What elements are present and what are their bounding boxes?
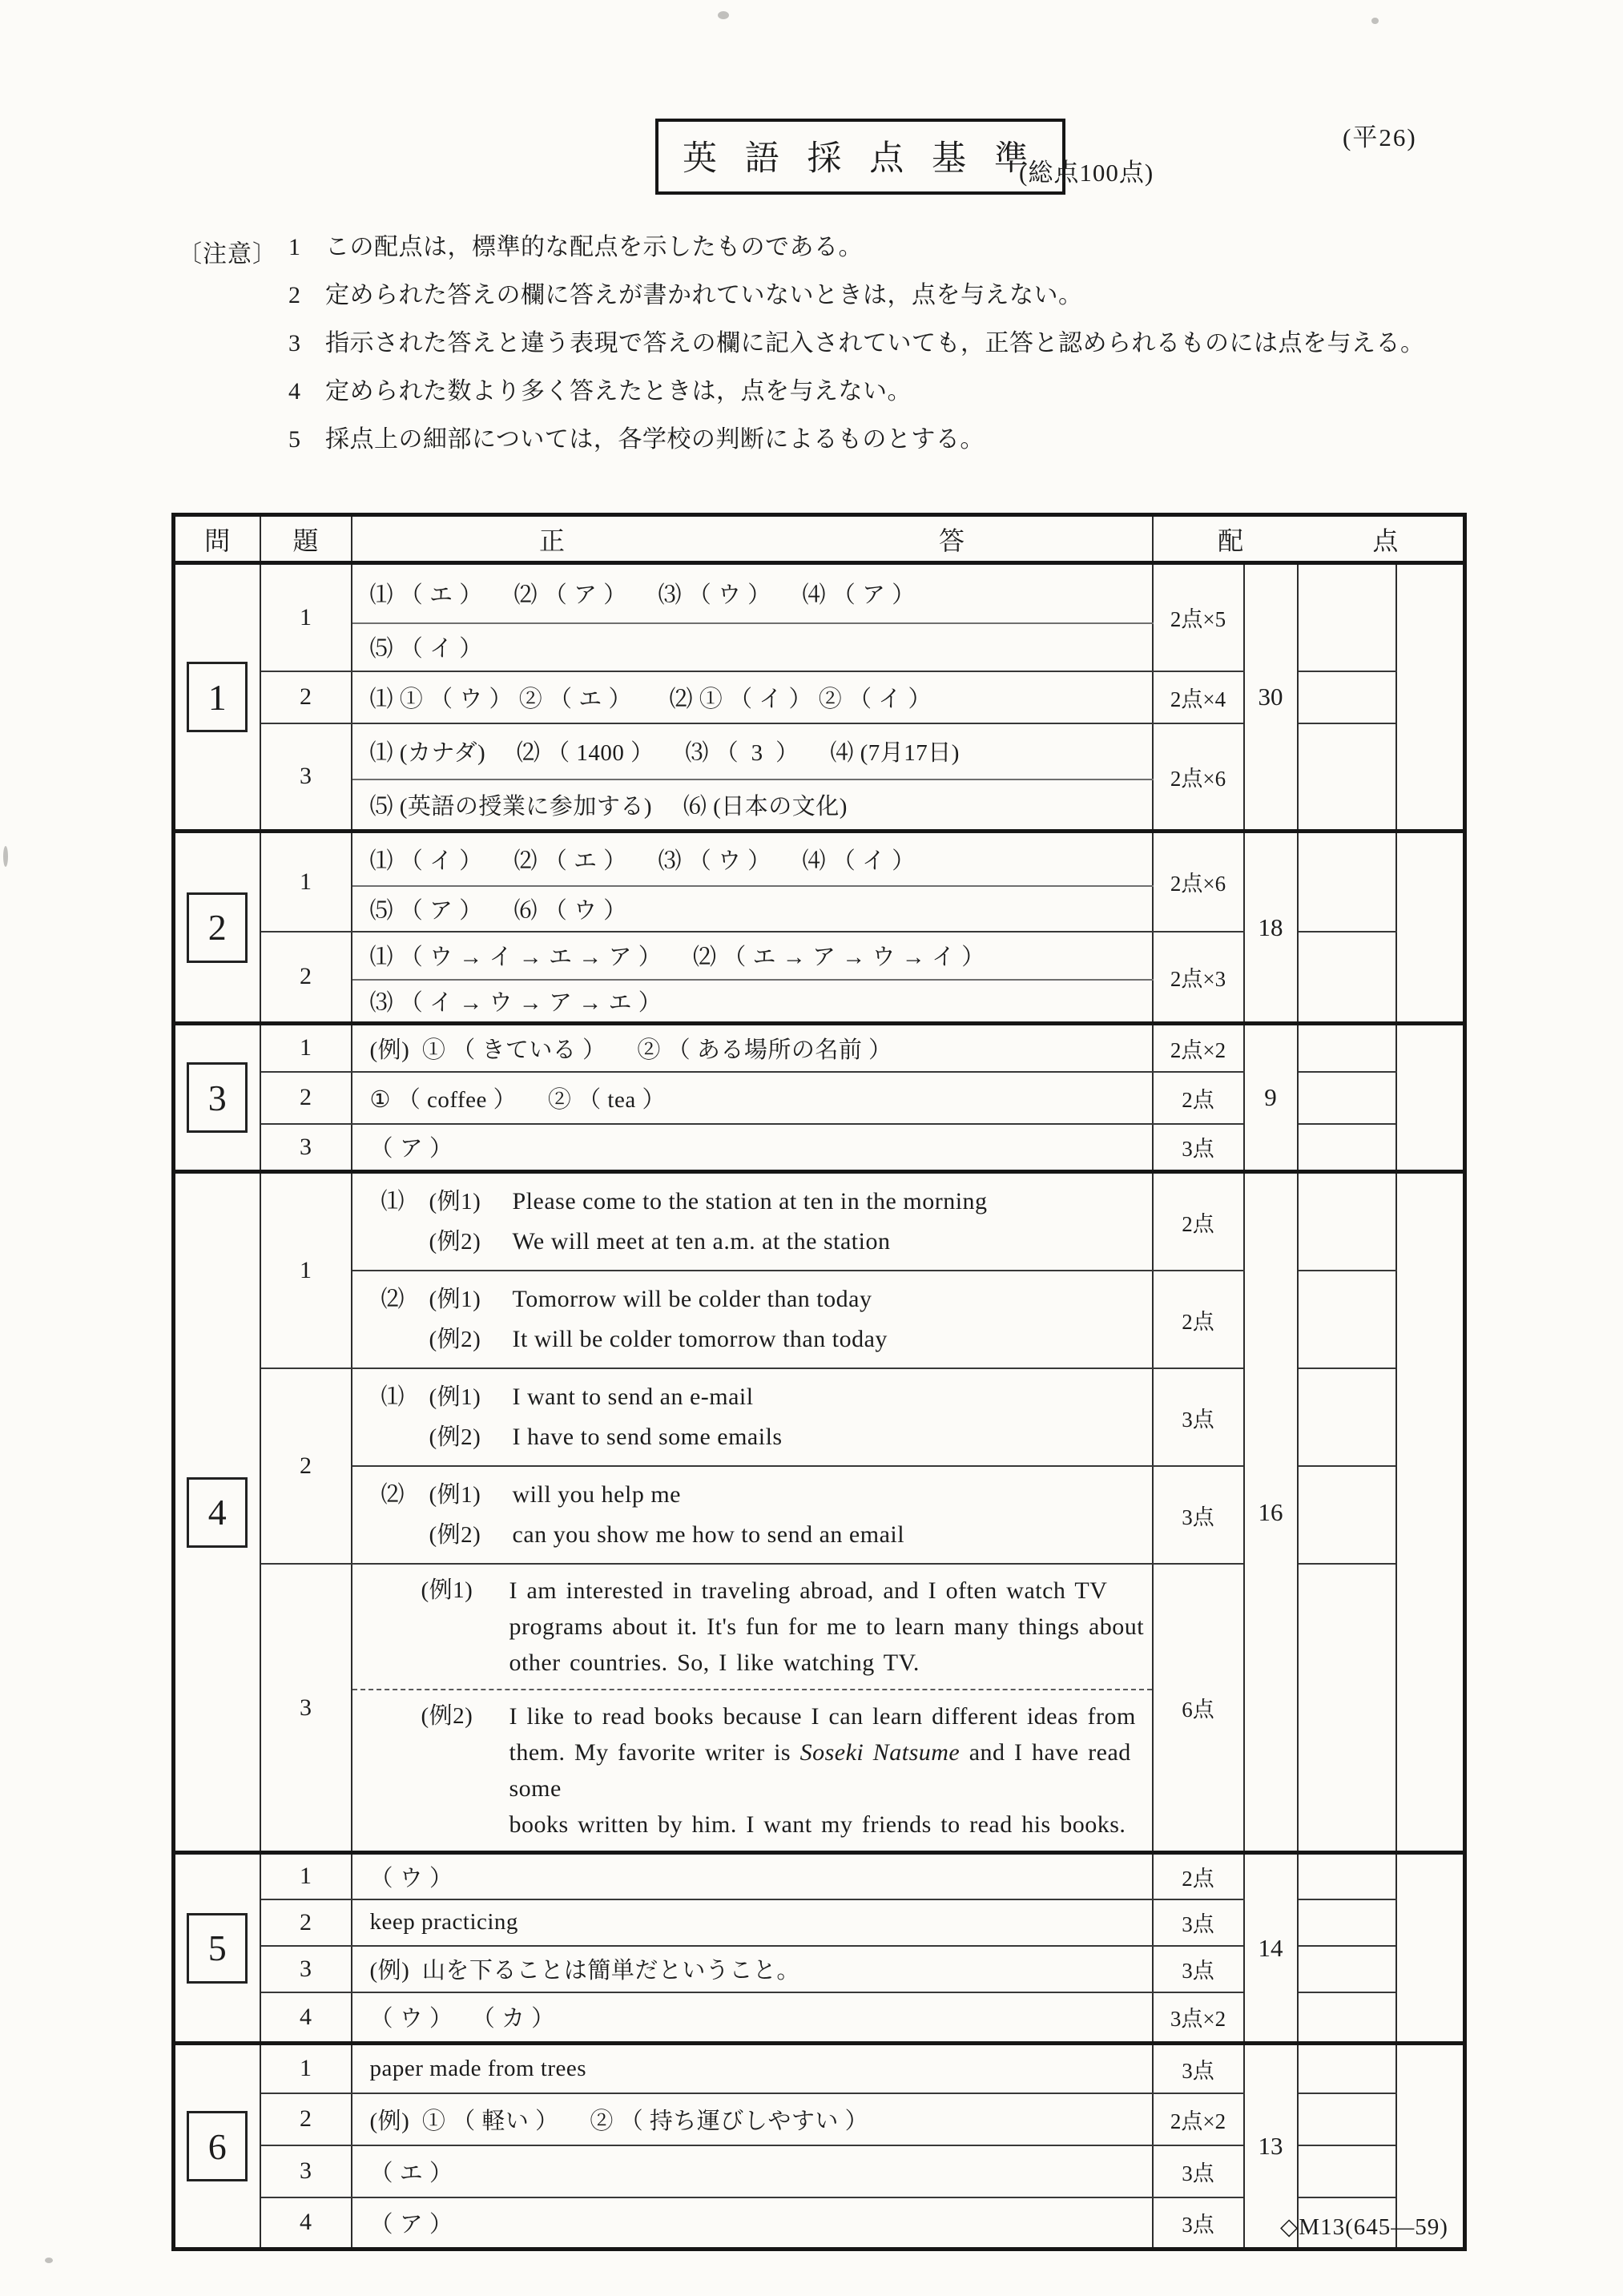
example-text-line: I am interested in traveling abroad, and I often watch TV	[509, 1577, 1108, 1604]
question-number-box: 3	[187, 1062, 248, 1133]
note-text: 指示された答えと違う表現で答えの欄に記入されていても，正答と認められるものには点を与える。	[325, 330, 1425, 356]
score-box	[1298, 1564, 1396, 1853]
example-text: can you show me how to send an email	[512, 1521, 905, 1548]
subtotal-cell: 9	[1244, 1024, 1298, 1172]
answer-cell: ⑴ (カナダ) ⑵ （ 1400 ） ⑶ （ 3 ） ⑷ (7月17日)	[352, 723, 1153, 779]
example-text: It will be colder tomorrow than today	[512, 1326, 888, 1352]
answer-cell: ⑸ （ イ ）	[352, 623, 1153, 671]
example-text-line: programs about it. It's fun for me to learn many things about	[509, 1613, 1145, 1640]
subtotal-cell: 14	[1244, 1853, 1298, 2044]
points-cell: 3点	[1153, 1946, 1244, 1992]
total-score-box	[1396, 563, 1465, 832]
header-points-left: 配	[1218, 526, 1244, 555]
answer-cell: (例) ① （ 軽い ） ② （ 持ち運びしやすい ）	[352, 2093, 1153, 2145]
answer-cell: ⑸ （ ア ） ⑹ （ ウ ）	[352, 886, 1153, 932]
header-answer-col	[352, 515, 1153, 563]
note-number: 2	[288, 282, 300, 308]
points-cell: 3点	[1153, 1124, 1244, 1172]
subtotal-cell: 30	[1244, 563, 1298, 832]
scan-artifact	[718, 11, 729, 19]
points-cell: 2点×6	[1153, 832, 1244, 932]
header-points-right: 点	[1372, 526, 1399, 555]
answer-cell: （ エ ）	[352, 2145, 1153, 2197]
table-row	[174, 2044, 1465, 2093]
score-box	[1298, 563, 1396, 671]
points-cell: 6点	[1153, 1564, 1244, 1853]
points-cell: 3点	[1153, 1899, 1244, 1946]
item-number: ⑴	[381, 1189, 405, 1214]
note-number: 4	[288, 378, 300, 405]
table-row	[174, 1853, 1465, 1899]
header-points-col	[1153, 515, 1465, 563]
note-item	[284, 378, 1428, 405]
answer-cell: （ ア ）	[352, 2197, 1153, 2250]
question-number-box: 4	[187, 1477, 248, 1548]
score-box	[1298, 671, 1396, 723]
sub-number-cell: 3	[260, 1946, 352, 1992]
score-box	[1298, 1853, 1396, 1899]
table-row	[174, 1172, 1465, 1271]
question-cell	[174, 563, 260, 832]
score-box	[1298, 1899, 1396, 1946]
points-cell: 3点×2	[1153, 1992, 1244, 2044]
points-cell: 3点	[1153, 2197, 1244, 2250]
score-box	[1298, 1992, 1396, 2044]
example-label: (例2)	[429, 1229, 481, 1255]
note-item	[284, 426, 1428, 453]
notes-heading: 〔注意〕	[178, 241, 277, 268]
total-score-box	[1396, 1172, 1465, 1853]
example-text: will you help me	[512, 1481, 681, 1508]
item-number: ⑵	[381, 1482, 405, 1508]
note-text: 定められた答えの欄に答えが書かれていないときは，点を与えない。	[325, 282, 1083, 308]
score-box	[1298, 2093, 1396, 2145]
answer-cell: paper made from trees	[352, 2044, 1153, 2093]
answer-cell	[352, 1466, 1153, 1564]
sub-number-cell: 2	[260, 1899, 352, 1946]
sub-number-cell: 2	[260, 671, 352, 723]
answer-cell: （ ウ ） （ カ ）	[352, 1992, 1153, 2044]
example-text: Please come to the station at ten in the morning	[512, 1188, 988, 1214]
points-cell: 3点	[1153, 1368, 1244, 1466]
answer-cell	[352, 1172, 1153, 1271]
example-label: (例2)	[429, 1327, 481, 1352]
sub-number-cell: 3	[260, 1564, 352, 1853]
note-item	[284, 282, 1428, 309]
question-cell	[174, 1172, 260, 1853]
note-item	[284, 330, 1428, 357]
points-cell: 2点×2	[1153, 1024, 1244, 1072]
answer-cell: ⑴ （ ウ → イ → エ → ア ） ⑵ （ エ → ア → ウ → イ ）	[352, 932, 1153, 980]
answer-cell: (例) 山を下ることは簡単だということ。	[352, 1946, 1153, 1992]
page-title: 英 語 採 点 基 準	[683, 140, 1038, 178]
example-label: (例2)	[421, 1703, 473, 1729]
answer-cell	[352, 1690, 1153, 1853]
answer-cell: ⑴ （ エ ） ⑵ （ ア ） ⑶ （ ウ ） ⑷ （ ア ）	[352, 563, 1153, 623]
question-number-box: 6	[187, 2111, 248, 2181]
subtotal-cell: 16	[1244, 1172, 1298, 1853]
note-number: 5	[288, 426, 300, 453]
table-row	[174, 563, 1465, 623]
total-score-box	[1396, 832, 1465, 1024]
note-number: 3	[288, 330, 300, 356]
sub-number-cell: 3	[260, 2145, 352, 2197]
example-text-line: books written by him. I want my friends to read his books.	[509, 1811, 1126, 1838]
question-cell	[174, 832, 260, 1024]
answer-cell	[352, 1564, 1153, 1690]
italic-author-name: Soseki Natsume	[799, 1739, 961, 1766]
header-answer-right: 答	[938, 526, 965, 555]
points-cell: 2点×6	[1153, 723, 1244, 832]
points-cell: 3点	[1153, 1466, 1244, 1564]
sub-number-cell: 1	[260, 1853, 352, 1899]
item-number: ⑵	[381, 1287, 405, 1312]
sub-number-cell: 1	[260, 563, 352, 671]
answer-cell	[352, 1271, 1153, 1368]
table-row	[174, 832, 1465, 886]
example-text: We will meet at ten a.m. at the station	[512, 1228, 891, 1255]
note-text: この配点は，標準的な配点を示したものである。	[325, 234, 863, 260]
note-text: 定められた数より多く答えたときは，点を与えない。	[325, 378, 912, 405]
example-label: (例1)	[429, 1189, 481, 1214]
points-cell: 2点×2	[1153, 2093, 1244, 2145]
score-box	[1298, 2145, 1396, 2197]
score-box	[1298, 1271, 1396, 1368]
sub-number-cell: 2	[260, 1368, 352, 1564]
question-cell	[174, 2044, 260, 2250]
answer-cell: ⑴ （ イ ） ⑵ （ エ ） ⑶ （ ウ ） ⑷ （ イ ）	[352, 832, 1153, 886]
score-box	[1298, 1368, 1396, 1466]
answer-cell: keep practicing	[352, 1899, 1153, 1946]
sub-number-cell: 1	[260, 1172, 352, 1369]
points-cell: 2点	[1153, 1271, 1244, 1368]
score-box	[1298, 1072, 1396, 1124]
table-header-row	[174, 515, 1465, 563]
points-cell: 2点	[1153, 1072, 1244, 1124]
footer-document-code: ◇M13(645—59)	[1280, 2214, 1448, 2240]
note-item	[284, 234, 1428, 261]
example-label: (例1)	[429, 1482, 481, 1508]
scan-artifact	[3, 846, 8, 867]
score-box	[1298, 2044, 1396, 2093]
question-number-box: 5	[187, 1913, 248, 1984]
answer-cell: ⑶ （ イ → ウ → ア → エ ）	[352, 980, 1153, 1024]
question-cell	[174, 1853, 260, 2044]
score-box	[1298, 1172, 1396, 1271]
header-question-col: 問	[174, 515, 260, 563]
example-label: (例1)	[421, 1577, 473, 1603]
score-box	[1298, 1024, 1396, 1072]
sub-number-cell: 4	[260, 2197, 352, 2250]
example-label: (例1)	[429, 1287, 481, 1312]
example-text-line: them. My favorite writer is Soseki Natsume and I have read some	[509, 1739, 1131, 1802]
era-year-label: (平26)	[1343, 123, 1417, 151]
score-box	[1298, 932, 1396, 1024]
example-text: I want to send an e-mail	[512, 1384, 754, 1410]
sub-number-cell: 2	[260, 1072, 352, 1124]
scan-artifact	[45, 2258, 53, 2263]
points-cell: 2点×5	[1153, 563, 1244, 671]
sub-number-cell: 2	[260, 2093, 352, 2145]
example-label: (例1)	[429, 1384, 481, 1410]
total-score-box	[1396, 1853, 1465, 2044]
subtotal-cell: 13	[1244, 2044, 1298, 2250]
answer-cell: （ ア ）	[352, 1124, 1153, 1172]
sub-number-cell: 1	[260, 2044, 352, 2093]
total-points-label: (総点100点)	[1019, 159, 1154, 187]
note-text: 採点上の細部については，各学校の判断によるものとする。	[325, 426, 985, 453]
example-label: (例2)	[429, 1522, 481, 1548]
subtotal-cell: 18	[1244, 832, 1298, 1024]
total-score-box	[1396, 1024, 1465, 1172]
answer-cell: ① （ coffee ） ② （ tea ）	[352, 1072, 1153, 1124]
score-box	[1298, 1124, 1396, 1172]
table-row	[174, 1024, 1465, 1072]
sub-number-cell: 4	[260, 1992, 352, 2044]
example-text: Tomorrow will be colder than today	[512, 1286, 872, 1312]
answer-cell: ⑸ (英語の授業に参加する) ⑹ (日本の文化)	[352, 779, 1153, 832]
header-number-col: 題	[260, 515, 352, 563]
answer-cell: (例) ① （ きている ） ② （ ある場所の名前 ）	[352, 1024, 1153, 1072]
scan-artifact	[1371, 18, 1379, 24]
example-text-line: I like to read books because I can learn different ideas from	[509, 1703, 1136, 1730]
points-cell: 2点	[1153, 1853, 1244, 1899]
points-cell: 2点	[1153, 1172, 1244, 1271]
example-text-line: other countries. So, I like watching TV.	[509, 1649, 920, 1676]
grading-table	[171, 513, 1467, 2251]
score-box	[1298, 1946, 1396, 1992]
points-cell: 2点×4	[1153, 671, 1244, 723]
sub-number-cell: 2	[260, 932, 352, 1024]
sub-number-cell: 3	[260, 723, 352, 832]
document-title-box	[655, 119, 1065, 195]
example-text: I have to send some emails	[512, 1424, 783, 1450]
score-box	[1298, 1466, 1396, 1564]
sub-number-cell: 1	[260, 832, 352, 932]
example-label: (例2)	[429, 1424, 481, 1450]
answer-cell	[352, 1368, 1153, 1466]
answer-cell: ⑴ ① （ ウ ） ② （ エ ） ⑵ ① （ イ ） ② （ イ ）	[352, 671, 1153, 723]
points-cell: 2点×3	[1153, 932, 1244, 1024]
points-cell: 3点	[1153, 2145, 1244, 2197]
points-cell: 3点	[1153, 2044, 1244, 2093]
score-box	[1298, 832, 1396, 932]
question-number-box: 1	[187, 662, 248, 732]
item-number: ⑴	[381, 1384, 405, 1410]
header-answer-left: 正	[538, 526, 565, 555]
note-number: 1	[288, 234, 300, 260]
question-number-box: 2	[187, 892, 248, 963]
score-box	[1298, 723, 1396, 832]
notes-section	[178, 234, 1428, 474]
answer-cell: （ ウ ）	[352, 1853, 1153, 1899]
question-cell	[174, 1024, 260, 1172]
sub-number-cell: 3	[260, 1124, 352, 1172]
sub-number-cell: 1	[260, 1024, 352, 1072]
notes-list	[284, 234, 1428, 453]
